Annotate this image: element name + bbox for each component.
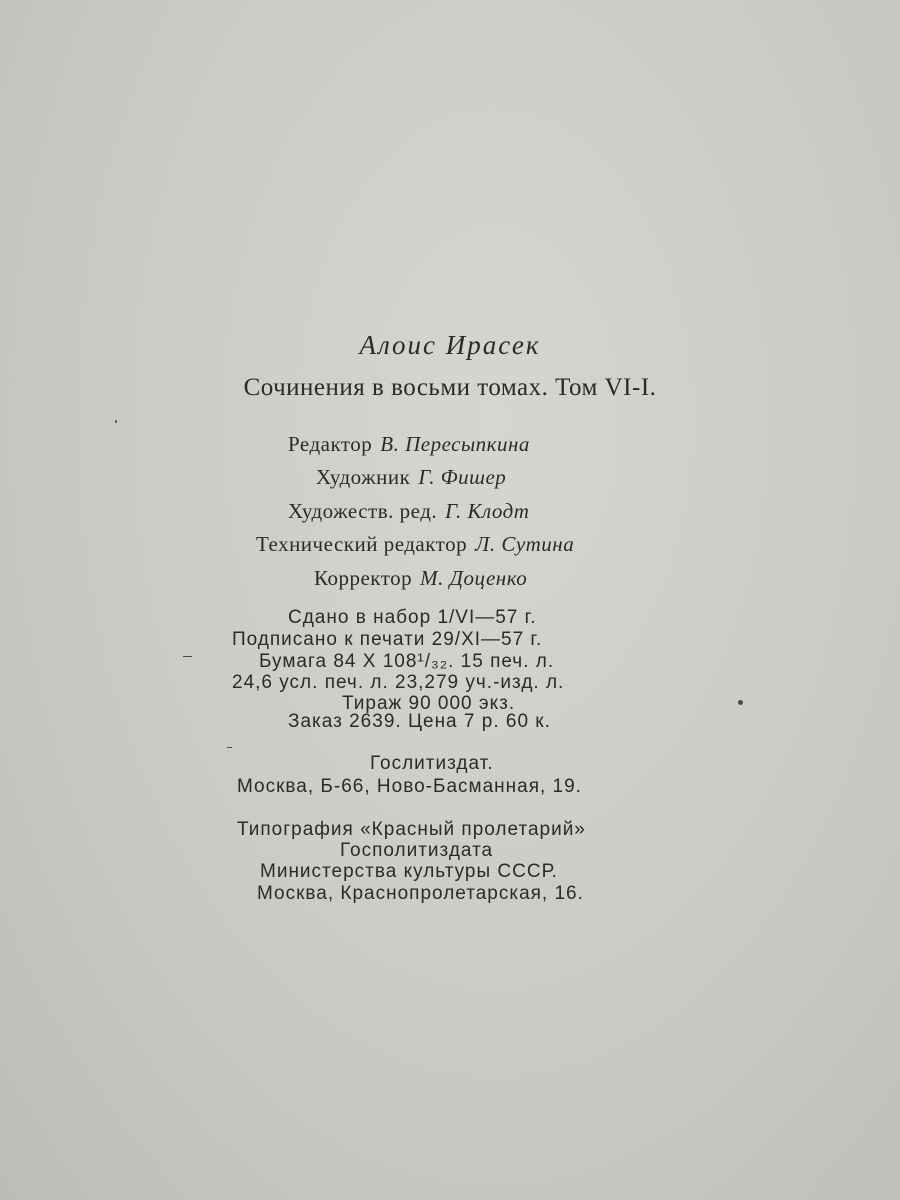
credit-art-editor bbox=[288, 499, 529, 524]
credit-role: Художеств. ред. bbox=[288, 499, 438, 523]
order-price: Заказ 2639. Цена 7 р. 60 к. bbox=[288, 711, 551, 732]
credit-tech-editor bbox=[256, 532, 574, 557]
credit-artist bbox=[316, 465, 506, 490]
credit-person: В. Пересыпкина bbox=[380, 432, 530, 456]
credit-role: Технический редактор bbox=[256, 532, 468, 556]
credit-editor bbox=[288, 432, 530, 457]
paper-speck bbox=[227, 747, 232, 748]
publisher-address: Москва, Б-66, Ново-Басманная, 19. bbox=[237, 776, 582, 797]
printer-address: Москва, Краснопролетарская, 16. bbox=[257, 883, 584, 904]
paper-speck bbox=[115, 420, 117, 423]
credit-person: Л. Сутина bbox=[475, 532, 575, 556]
author-name: Алоис Ирасек bbox=[359, 330, 541, 360]
publisher-name: Гослитиздат. bbox=[370, 753, 494, 774]
credit-role: Редактор bbox=[288, 432, 373, 456]
credit-person: Г. Фишер bbox=[418, 465, 507, 489]
printer-parent: Госполитиздата bbox=[340, 840, 494, 861]
printer-name: Типография «Красный пролетарий» bbox=[237, 819, 586, 840]
printer-ministry: Министерства культуры СССР. bbox=[260, 861, 558, 882]
print-run: Тираж 90 000 экз. bbox=[342, 693, 516, 714]
paper-format: Бумага 84 X 108¹/₃₂. 15 печ. л. bbox=[259, 651, 555, 672]
credit-role: Художник bbox=[316, 465, 411, 489]
paper-speck bbox=[738, 700, 743, 705]
credit-proofreader bbox=[314, 566, 527, 591]
signed-for-print: Подписано к печати 29/XI—57 г. bbox=[232, 629, 543, 650]
work-title: Сочинения в восьми томах. Том VI-I. bbox=[243, 374, 657, 401]
credit-person: Г. Клодт bbox=[445, 499, 530, 523]
credit-person: М. Доценко bbox=[420, 566, 528, 590]
typeset-date: Сдано в набор 1/VI—57 г. bbox=[288, 607, 537, 628]
sheet-counts: 24,6 усл. печ. л. 23,279 уч.-изд. л. bbox=[232, 672, 565, 693]
credit-role: Корректор bbox=[314, 566, 413, 590]
paper-speck bbox=[183, 656, 192, 657]
